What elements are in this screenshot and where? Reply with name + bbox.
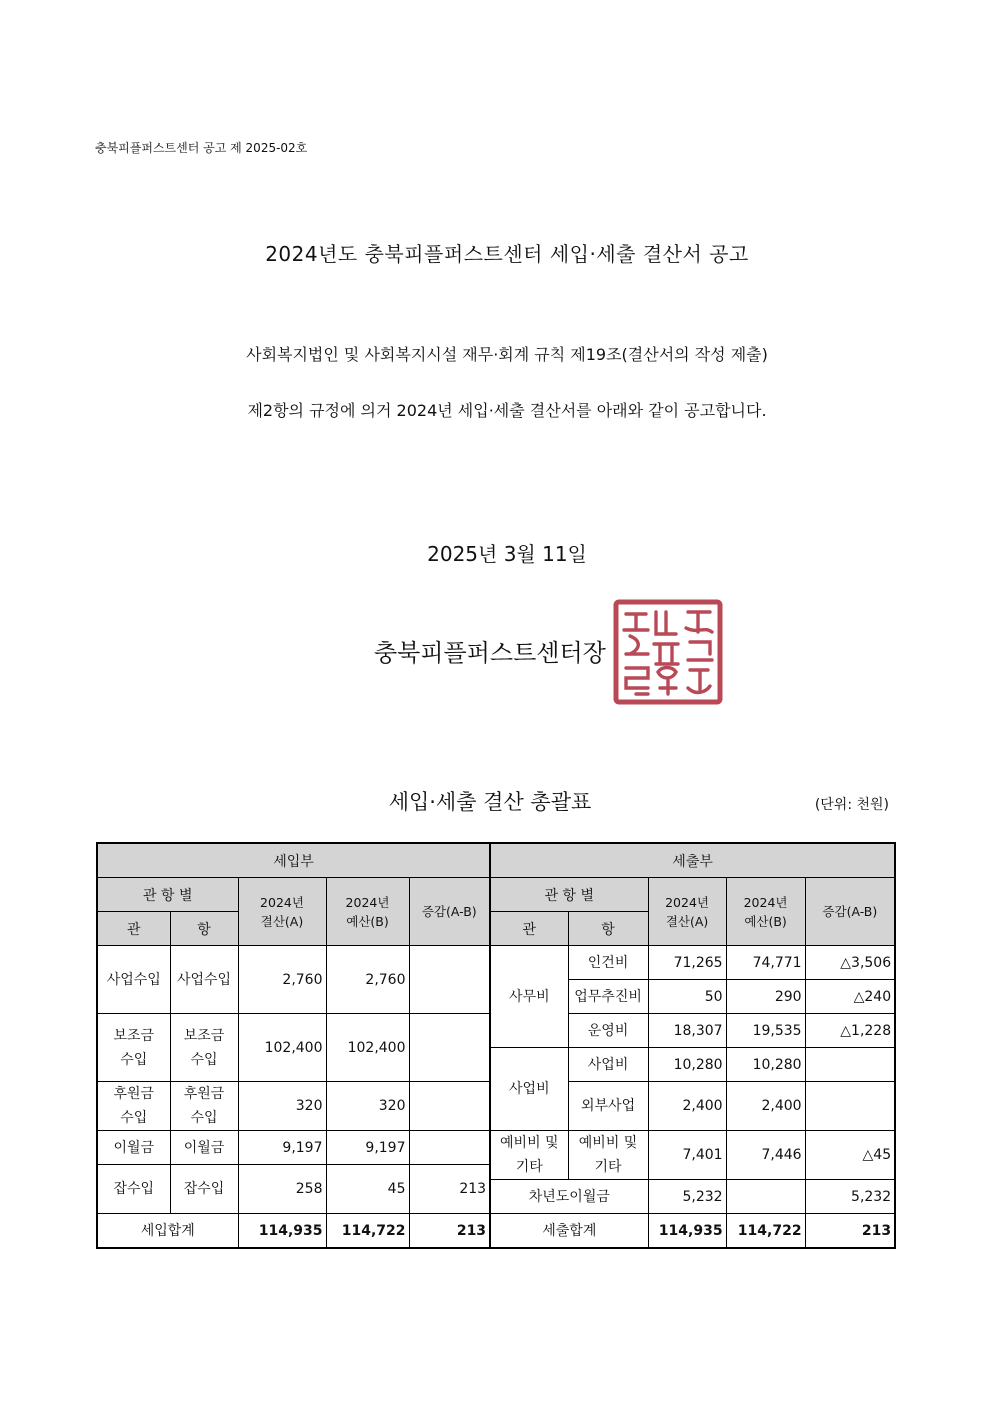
revenue-budget-cell: 320 [326,1082,409,1131]
expense-hang-cell: 운영비 [568,1014,648,1048]
revenue-settlement-cell: 102,400 [238,1014,326,1082]
notice-body-line-2: 제2항의 규정에 의거 2024년 세입·세출 결산서를 아래와 같이 공고합니다. [247,401,767,420]
expense-diff-cell [805,1048,895,1082]
revenue-total-label: 세입합계 [97,1214,238,1249]
expense-gwan-cell: 사업비 [490,1048,568,1131]
notice-title: 2024년도 충북피플퍼스트센터 세입·세출 결산서 공고 [265,242,749,266]
expense-category-header: 관 항 별 [490,878,648,912]
revenue-hang-cell: 이월금 [170,1131,238,1165]
expense-col-hang: 항 [568,912,648,946]
revenue-diff-cell [409,1131,490,1165]
revenue-settlement-cell: 9,197 [238,1131,326,1165]
expense-diff-cell: △45 [805,1131,895,1180]
expense-diff-cell [805,1082,895,1131]
revenue-hang-cell: 후원금 수입 [170,1082,238,1131]
expense-budget-cell: 10,280 [726,1048,805,1082]
revenue-diff-cell [409,1082,490,1131]
expense-gwan-cell: 사무비 [490,946,568,1048]
expense-section-header: 세출부 [490,843,895,878]
revenue-diff-cell: 213 [409,1165,490,1214]
expense-col-budget: 2024년 예산(B) [726,878,805,946]
expense-budget-cell: 19,535 [726,1014,805,1048]
revenue-gwan-cell: 후원금 수입 [97,1082,170,1131]
revenue-diff-cell [409,946,490,1014]
notice-body-line-1: 사회복지법인 및 사회복지시설 재무·회계 규칙 제19조(결산서의 작성 제출) [246,345,768,364]
expense-hang-cell: 예비비 및 기타 [568,1131,648,1180]
expense-total-diff: 213 [805,1214,895,1249]
revenue-total-settlement: 114,935 [238,1214,326,1249]
table-row [97,946,895,980]
revenue-settlement-cell: 258 [238,1165,326,1214]
expense-total-budget: 114,722 [726,1214,805,1249]
expense-diff-cell: △3,506 [805,946,895,980]
document-number: 충북피플퍼스트센터 공고 제 2025-02호 [95,141,308,155]
expense-settlement-cell: 18,307 [648,1014,726,1048]
signer-name: 충북피플퍼스트센터장 [374,639,606,667]
revenue-budget-cell: 9,197 [326,1131,409,1165]
revenue-col-diff: 증감(A-B) [409,878,490,946]
expense-gwan-cell: 예비비 및 기타 [490,1131,568,1180]
revenue-section-header: 세입부 [97,843,490,878]
revenue-expense-summary-table [96,842,896,1249]
revenue-gwan-cell: 사업수입 [97,946,170,1014]
revenue-diff-cell [409,1014,490,1082]
expense-hang-cell: 외부사업 [568,1082,648,1131]
revenue-col-hang: 항 [170,912,238,946]
revenue-settlement-cell: 320 [238,1082,326,1131]
revenue-total-budget: 114,722 [326,1214,409,1249]
expense-settlement-cell: 2,400 [648,1082,726,1131]
revenue-col-gwan: 관 [97,912,170,946]
expense-budget-cell [726,1180,805,1214]
revenue-category-header: 관 항 별 [97,878,238,912]
expense-hang-cell: 인건비 [568,946,648,980]
revenue-settlement-cell: 2,760 [238,946,326,1014]
expense-settlement-cell: 7,401 [648,1131,726,1180]
revenue-gwan-cell: 잡수입 [97,1165,170,1214]
expense-diff-cell: 5,232 [805,1180,895,1214]
expense-total-label: 세출합계 [490,1214,648,1249]
expense-hang-cell: 업무추진비 [568,980,648,1014]
revenue-budget-cell: 45 [326,1165,409,1214]
expense-col-gwan: 관 [490,912,568,946]
expense-total-settlement: 114,935 [648,1214,726,1249]
expense-col-settlement: 2024년 결산(A) [648,878,726,946]
official-seal-stamp [612,598,724,706]
revenue-col-budget: 2024년 예산(B) [326,878,409,946]
table-title: 세입·세출 결산 총괄표 [388,790,592,814]
unit-label: (단위: 천원) [814,797,889,813]
expense-settlement-cell: 50 [648,980,726,1014]
expense-budget-cell: 2,400 [726,1082,805,1131]
expense-settlement-cell: 5,232 [648,1180,726,1214]
revenue-hang-cell: 사업수입 [170,946,238,1014]
expense-diff-cell: △240 [805,980,895,1014]
revenue-hang-cell: 잡수입 [170,1165,238,1214]
expense-settlement-cell: 10,280 [648,1048,726,1082]
revenue-budget-cell: 2,760 [326,946,409,1014]
notice-date: 2025년 3월 11일 [427,542,587,566]
expense-settlement-cell: 71,265 [648,946,726,980]
revenue-gwan-cell: 보조금 수입 [97,1014,170,1082]
expense-budget-cell: 74,771 [726,946,805,980]
expense-hang-cell: 사업비 [568,1048,648,1082]
expense-col-diff: 증감(A-B) [805,878,895,946]
expense-diff-cell: △1,228 [805,1014,895,1048]
expense-gwan-cell: 차년도이월금 [490,1180,648,1214]
table-row [97,1131,895,1165]
revenue-budget-cell: 102,400 [326,1014,409,1082]
totals-row [97,1214,895,1249]
expense-budget-cell: 290 [726,980,805,1014]
revenue-col-settlement: 2024년 결산(A) [238,878,326,946]
revenue-hang-cell: 보조금 수입 [170,1014,238,1082]
revenue-gwan-cell: 이월금 [97,1131,170,1165]
revenue-total-diff: 213 [409,1214,490,1249]
expense-budget-cell: 7,446 [726,1131,805,1180]
